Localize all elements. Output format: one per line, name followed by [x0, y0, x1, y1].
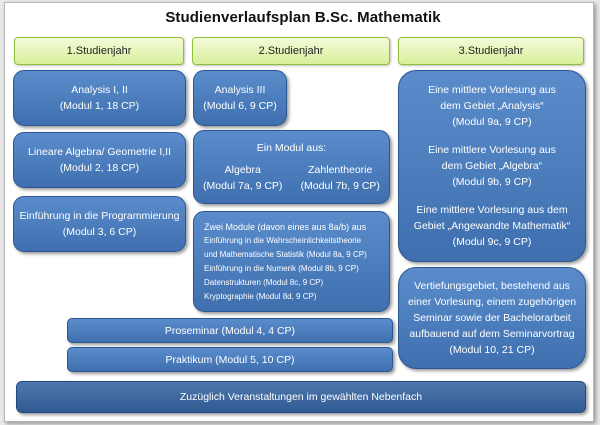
vertiefung-line: Vertiefungsgebiet, bestehend aus — [414, 280, 570, 292]
vorlesung-9a-line1: Eine mittlere Vorlesung aus — [428, 84, 556, 96]
choice-left-code: (Modul 7a, 9 CP) — [203, 180, 283, 192]
module-name: Analysis I, II — [71, 84, 128, 96]
module-choice-8 — [193, 211, 390, 312]
vorlesung-9c-line1: Eine mittlere Vorlesung aus dem — [416, 204, 568, 216]
choice-right-name: Zahlentheorie — [308, 164, 373, 176]
module-choice-7 — [193, 130, 390, 204]
vorlesung-9c-line2: Gebiet „Angewandte Mathematik“ — [413, 220, 571, 232]
choice-left-name: Algebra — [224, 164, 261, 176]
vertiefung-line: einer Vorlesung, einem zugehörigen — [407, 296, 577, 308]
module-praktikum: Praktikum (Modul 5, 10 CP) — [67, 347, 393, 372]
module-vertiefung-10 — [398, 267, 586, 369]
choice8-line: Kryptographie (Modul 8d, 9 CP) — [204, 291, 317, 301]
module-vorlesungen-9 — [398, 70, 586, 262]
vorlesung-9a-code: (Modul 9a, 9 CP) — [452, 116, 532, 128]
module-code: (Modul 1, 18 CP) — [59, 100, 140, 112]
nebenfach-bar: Zuzüglich Veranstaltungen im gewählten Nebenfach — [16, 381, 586, 413]
module-name: Analysis III — [214, 84, 266, 96]
module-code: (Modul 2, 18 CP) — [59, 162, 140, 174]
module-proseminar: Proseminar (Modul 4, 4 CP) — [67, 318, 393, 343]
module-code: (Modul 6, 9 CP) — [203, 100, 277, 112]
vorlesung-9b-line1: Eine mittlere Vorlesung aus — [428, 144, 556, 156]
module-name: Lineare Algebra/ Geometrie I,II — [28, 146, 171, 158]
choice8-header: Zwei Module (davon eines aus 8a/b) aus — [204, 221, 367, 232]
choice-right-code: (Modul 7b, 9 CP) — [300, 180, 380, 192]
choice-header: Ein Modul aus: — [256, 142, 327, 154]
year-2-header: 2.Studienjahr — [192, 37, 390, 65]
diagram-frame — [4, 2, 594, 422]
vertiefung-line: aufbauend auf dem Seminarvortrag — [409, 328, 575, 340]
choice8-line: und Mathematische Statistik (Modul 8a, 9 CP) — [204, 249, 367, 259]
diagram-title: Studienverlaufsplan B.Sc. Mathematik — [165, 9, 441, 26]
module-code: (Modul 3, 6 CP) — [62, 226, 137, 238]
vertiefung-code: (Modul 10, 21 CP) — [449, 344, 535, 356]
module-analysis-1-2 — [13, 70, 186, 126]
vorlesung-9b-line2: dem Gebiet „Algebra“ — [441, 160, 543, 172]
choice8-line: Einführung in die Numerik (Modul 8b, 9 CP) — [204, 263, 359, 273]
module-programming — [13, 196, 186, 252]
module-analysis-3 — [193, 70, 287, 126]
vertiefung-line: Seminar sowie der Bachelorarbeit — [413, 312, 571, 324]
year-3-header: 3.Studienjahr — [398, 37, 584, 65]
vorlesung-9a-line2: dem Gebiet „Analysis“ — [440, 100, 544, 112]
module-name: Einführung in die Programmierung — [19, 210, 180, 222]
choice8-line: Einführung in die Wahrscheinlichkeitstheorie — [204, 235, 362, 245]
year-1-header: 1.Studienjahr — [14, 37, 184, 65]
vorlesung-9b-code: (Modul 9b, 9 CP) — [452, 176, 532, 188]
vorlesung-9c-code: (Modul 9c, 9 CP) — [452, 236, 532, 248]
module-linear-algebra — [13, 132, 186, 188]
choice8-line: Datenstrukturen (Modul 8c, 9 CP) — [204, 277, 324, 287]
